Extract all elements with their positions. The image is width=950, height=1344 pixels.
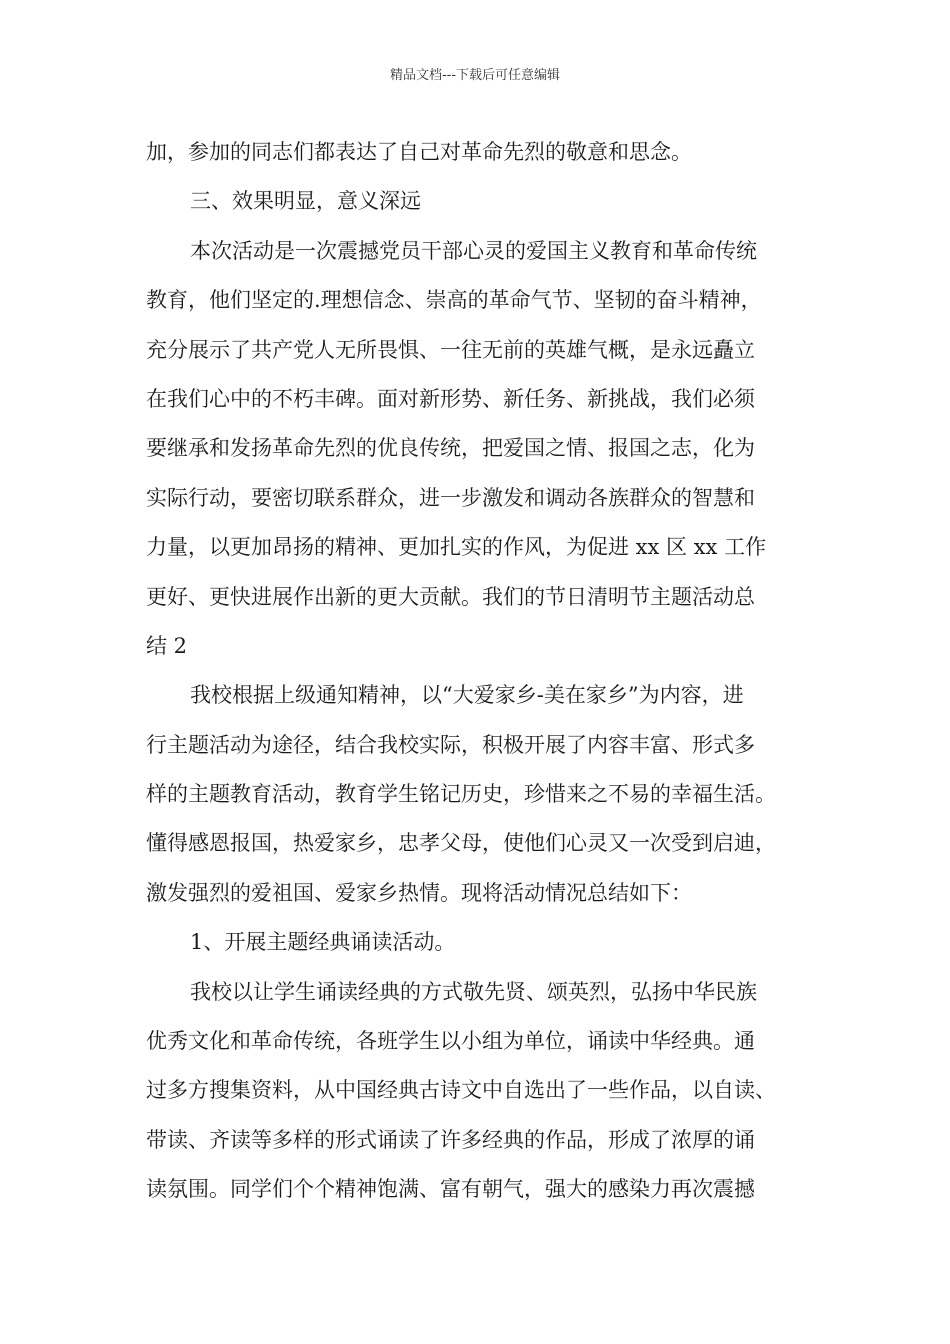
- text-line: 激发强烈的爱祖国、爱家乡热情。现将活动情况总结如下：: [146, 880, 692, 905]
- text-line: 懂得感恩报国，热爱家乡，忠孝父母，使他们心灵又一次受到启迪，: [146, 831, 776, 856]
- text-line: 实际行动，要密切联系群众，进一步激发和调动各族群众的智慧和: [146, 485, 755, 510]
- text-line: 结 2: [146, 633, 188, 658]
- document-body: [146, 128, 806, 1215]
- text-line: 过多方搜集资料，从中国经典古诗文中自选出了一些作品，以自读、: [146, 1078, 776, 1103]
- text-line: 优秀文化和革命传统，各班学生以小组为单位，诵读中华经典。通: [146, 1029, 755, 1054]
- text-line: 我校根据上级通知精神，以“大爱家乡-美在家乡”为内容，进: [190, 683, 744, 708]
- text-line: 加，参加的同志们都表达了自己对革命先烈的敬意和思念。: [146, 140, 692, 164]
- text-line: 读氛围。同学们个个精神饱满、富有朝气，强大的感染力再次震撼: [146, 1177, 755, 1202]
- text-line: 我校以让学生诵读经典的方式敬先贤、颂英烈，弘扬中华民族: [190, 979, 757, 1004]
- text-line: 样的主题教育活动，教育学生铭记历史，珍惜来之不易的幸福生活。: [146, 782, 776, 807]
- section-heading: 1、开展主题经典诵读活动。: [190, 930, 456, 955]
- text-line: 教育，他们坚定的.理想信念、崇高的革命气节、坚韧的奋斗精神，: [146, 288, 762, 313]
- text-line: 行主题活动为途径，结合我校实际，积极开展了内容丰富、形式多: [146, 732, 755, 757]
- text-line: 在我们心中的不朽丰碑。面对新形势、新任务、新挑战，我们必须: [146, 386, 755, 411]
- text-line: 本次活动是一次震撼党员干部心灵的爱国主义教育和革命传统: [190, 238, 757, 263]
- page-header: 精品文档---下载后可任意编辑: [389, 68, 561, 83]
- text-line: 带读、齐读等多样的形式诵读了许多经典的作品，形成了浓厚的诵: [146, 1127, 755, 1152]
- text-line: 要继承和发扬革命先烈的优良传统，把爱国之情、报国之志，化为: [146, 436, 755, 461]
- text-line: 充分展示了共产党人无所畏惧、一往无前的英雄气概，是永远矗立: [146, 337, 755, 362]
- text-line: 更好、更快进展作出新的更大贡献。我们的节日清明节主题活动总: [146, 584, 755, 609]
- section-heading: 三、效果明显，意义深远: [190, 189, 421, 214]
- text-line: 力量，以更加昂扬的精神、更加扎实的作风，为促进 xx 区 xx 工作: [146, 535, 767, 560]
